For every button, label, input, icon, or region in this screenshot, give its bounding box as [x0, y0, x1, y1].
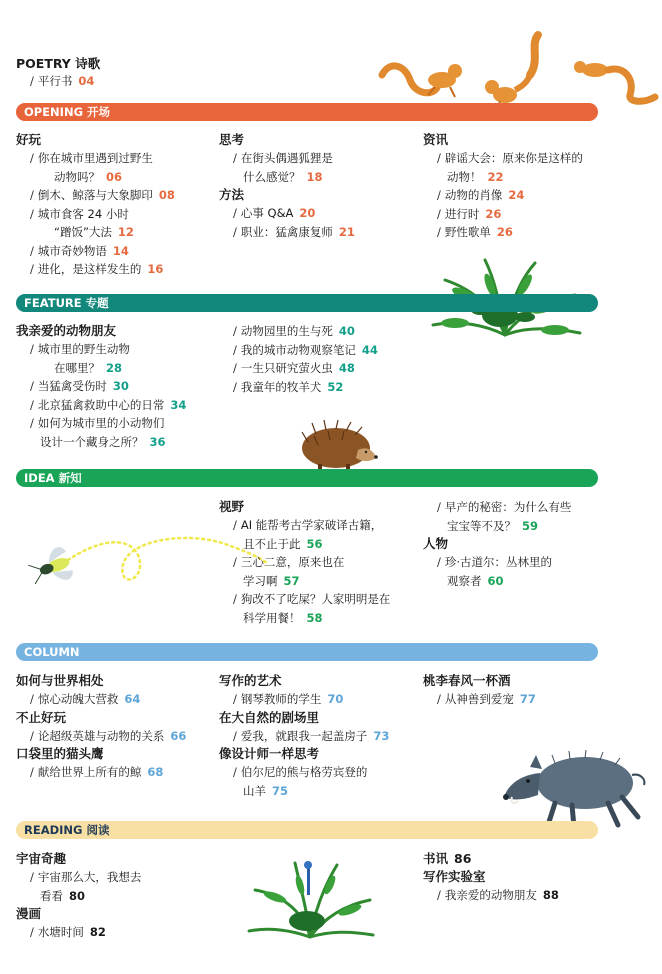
- column-head: 写作的艺术: [219, 673, 282, 688]
- page-number: 18: [306, 169, 323, 184]
- toc-entry-title: 献给世界上所有的鲸: [37, 765, 142, 779]
- column-head: 写作实验室: [423, 869, 486, 884]
- toc-entry[interactable]: / 进化，是这样发生的 16: [30, 262, 164, 276]
- toc-entry[interactable]: / 当猛禽受伤时 30: [30, 379, 129, 393]
- toc-entry-title: 进行时: [444, 206, 480, 221]
- toc-entry-title: 城市奇妙物语: [37, 243, 107, 258]
- reading-col1: [16, 850, 141, 942]
- section-bar-label: FEATURE 专题: [24, 296, 109, 310]
- hedgehog-illustration: [298, 420, 378, 470]
- toc-entry-title: 在哪里？: [54, 360, 100, 375]
- toc-entry-cont[interactable]: [40, 433, 186, 452]
- page-number: 24: [508, 188, 525, 202]
- toc-entry[interactable]: / 城市食客 24 小时: [30, 206, 129, 221]
- toc-entry-cont[interactable]: [447, 517, 571, 536]
- toc-entry-title: 设计一个藏身之所？: [40, 434, 144, 449]
- section-bar-idea: [16, 469, 598, 487]
- toc-entry-title: 我童年的牧羊犬: [240, 379, 322, 394]
- column-head: 在大自然的剧场里: [219, 709, 320, 725]
- page-number: 58: [306, 610, 323, 625]
- toc-entry-title: “蹭饭”大法: [54, 225, 112, 239]
- toc-entry-title: 科学用餐！: [243, 610, 301, 625]
- toc-entry-title: 爱我，就跟我一起盖房子: [240, 728, 368, 743]
- toc-entry[interactable]: / 动物园里的生与死 40: [233, 324, 355, 338]
- section-bar-reading: [16, 821, 598, 839]
- page-number: 08: [158, 188, 175, 202]
- column-head: 人物: [423, 536, 449, 551]
- toc-entry-title: 野性歌单: [444, 225, 491, 239]
- toc-entry[interactable]: / 进行时 26: [437, 206, 502, 221]
- toc-entry-title: 学习啊: [243, 573, 278, 588]
- toc-entry-title: 你在城市里遇到过野生: [37, 151, 153, 165]
- column-head: 资讯: [423, 132, 449, 147]
- page-number: 64: [124, 692, 141, 706]
- page-number: 77: [519, 692, 536, 706]
- page-number: 70: [327, 692, 344, 706]
- toc-entry-cont[interactable]: [243, 609, 390, 628]
- toc-entry-title: 城市食客 24 小时: [37, 206, 129, 221]
- toc-entry[interactable]: / 职业：猛禽康复师 21: [233, 224, 355, 239]
- page-number: 26: [485, 206, 502, 221]
- section-bar-label: COLUMN: [24, 645, 80, 659]
- toc-entry-title: 我亲爱的动物朋友: [444, 888, 537, 902]
- page-number: 68: [147, 765, 164, 779]
- toc-entry-title: 三心二意，原来也在: [240, 555, 345, 569]
- page-number: 75: [272, 783, 289, 798]
- toc-entry[interactable]: / 如何为城市里的小动物们: [30, 416, 165, 430]
- toc-entry[interactable]: / 钢琴教师的学生 70: [233, 692, 344, 706]
- toc-entry-title: 狗改不了吃屎？人家明明是在: [240, 592, 391, 606]
- column-head: 不止好玩: [16, 709, 67, 725]
- toc-entry-title: 早产的秘密：为什么有些: [444, 500, 572, 514]
- toc-entry-title: 看看: [40, 888, 63, 903]
- feature-col2: [219, 322, 378, 396]
- toc-entry-title: 且不止于此: [243, 536, 301, 551]
- toc-entry-cont[interactable]: [243, 168, 355, 187]
- page-number: 40: [338, 324, 355, 338]
- section-bar-feature: [16, 294, 598, 312]
- page-number: 73: [373, 728, 390, 743]
- page-number: 22: [487, 169, 504, 184]
- toc-entry[interactable]: / 我的城市动物观察笔记 44: [233, 342, 378, 357]
- toc-entry-title: 宝宝等不及？: [447, 518, 516, 533]
- toc-entry-title: 在街头偶遇狐狸是: [240, 151, 333, 165]
- toc-entry[interactable]: / 早产的秘密：为什么有些: [437, 500, 572, 514]
- toc-entry-title: 伯尔尼的熊与格劳宾登的: [240, 765, 368, 779]
- toc-entry-cont[interactable]: [243, 782, 389, 801]
- toc-entry[interactable]: / 你在城市里遇到过野生: [30, 151, 153, 165]
- toc-entry-title: AI 能帮考古学家破译古籍，: [240, 518, 383, 532]
- page-number: 14: [112, 243, 129, 258]
- page-number: 16: [147, 262, 164, 276]
- toc-entry-title: 从神兽到爱宠: [444, 692, 514, 706]
- column-head: 漫画: [16, 906, 42, 921]
- toc-entry[interactable]: / 三心二意，原来也在: [233, 555, 345, 569]
- toc-entry[interactable]: / 城市奇妙物语 14: [30, 243, 129, 258]
- toc-entry-cont[interactable]: [243, 535, 390, 554]
- toc-entry-cont[interactable]: [447, 168, 583, 187]
- toc-entry-title: 倒木、鲸落与大象脚印: [37, 188, 153, 202]
- page-number: 60: [487, 573, 504, 588]
- page-number: 28: [106, 360, 123, 375]
- section-bar-opening: [16, 103, 598, 121]
- column-head: 桃李春风一杯酒: [423, 673, 511, 688]
- toc-entry-title: 职业：猛禽康复师: [240, 224, 333, 239]
- page-number: 66: [170, 728, 187, 743]
- wild-boar-illustration: [500, 745, 650, 830]
- column-head: 口袋里的猫头鹰: [16, 746, 104, 761]
- column-head: 像设计师一样思考: [219, 746, 320, 761]
- toc-entry[interactable]: / 我童年的牧羊犬 52: [233, 379, 344, 394]
- page-number: 36: [149, 434, 166, 449]
- column-col3: [423, 672, 536, 709]
- idea-col3: [423, 498, 571, 590]
- toc-entry-title: 动物吗？: [54, 169, 100, 184]
- page-number: 12: [117, 225, 134, 239]
- toc-entry-title: 动物！: [447, 169, 482, 184]
- toc-entry-title: 辟谣大会：原来你是这样的: [444, 151, 583, 165]
- toc-entry-cont[interactable]: [40, 887, 141, 906]
- toc-entry-cont[interactable]: [54, 168, 175, 187]
- page-number: 44: [361, 342, 378, 357]
- toc-entry[interactable]: / 我亲爱的动物朋友 88: [437, 888, 559, 902]
- toc-entry-title: 平行书: [37, 74, 73, 88]
- page-number: 57: [283, 573, 300, 588]
- page-number: 52: [327, 379, 344, 394]
- opening-col3: [423, 131, 583, 242]
- toc-entry-title: 水塘时间: [37, 925, 84, 939]
- page-number: 59: [522, 518, 539, 533]
- toc-entry[interactable]: / 在街头偶遇狐狸是: [233, 151, 333, 165]
- toc-entry[interactable]: / 动物的肖像 24: [437, 188, 525, 202]
- squirrel-left: [382, 64, 462, 97]
- opening-col2: [219, 131, 355, 241]
- column-head: 我亲爱的动物朋友: [16, 323, 117, 338]
- toc-entry-cont[interactable]: [54, 223, 175, 242]
- toc-entry[interactable]: / 从神兽到爱宠 77: [437, 692, 536, 706]
- column-head: 宇宙奇趣: [16, 851, 67, 866]
- page-number: 80: [69, 888, 86, 903]
- toc-entry-title: 珍·古道尔：丛林里的: [444, 555, 553, 569]
- toc-entry[interactable]: / 水塘时间 82: [30, 925, 106, 939]
- opening-col1: [16, 131, 175, 279]
- toc-entry[interactable]: / 珍·古道尔：丛林里的: [437, 555, 553, 569]
- toc-entry-cont[interactable]: [243, 572, 390, 591]
- toc-entry-title: 城市里的野生动物: [37, 342, 130, 356]
- toc-entry[interactable]: / 倒木、鲸落与大象脚印 08: [30, 188, 175, 202]
- toc-entry-poetry-1[interactable]: / 平行书 04: [30, 74, 95, 88]
- column-head: 书讯: [423, 851, 449, 866]
- feature-col1: [16, 322, 186, 451]
- toc-entry[interactable]: / 野性歌单 26: [437, 225, 513, 239]
- page-number: 82: [89, 925, 106, 939]
- toc-entry-title: 北京猛禽救助中心的日常: [37, 397, 165, 412]
- column-head: 好玩: [16, 132, 42, 147]
- page-number: 21: [338, 224, 355, 239]
- toc-entry[interactable]: / 北京猛禽救助中心的日常 34: [30, 397, 187, 412]
- toc-entry-title: 什么感觉？: [243, 169, 301, 184]
- page-number: 48: [338, 361, 355, 375]
- page-number: 30: [112, 379, 129, 393]
- toc-entry[interactable]: / 论超级英雄与动物的关系 66: [30, 728, 187, 743]
- reading-col3: [423, 850, 559, 905]
- page-number: 04: [78, 74, 95, 88]
- toc-entry-title: 动物的肖像: [444, 188, 503, 202]
- column-head: 如何与世界相处: [16, 673, 104, 688]
- toc-entry-title: 进化，是这样发生的: [37, 262, 142, 276]
- toc-entry-title: 如何为城市里的小动物们: [37, 416, 165, 430]
- section-bar-label: READING 阅读: [24, 823, 110, 837]
- column-col1: [16, 672, 186, 782]
- toc-entry-cont[interactable]: [447, 572, 571, 591]
- column-col2: [219, 672, 389, 800]
- column-head: 思考: [219, 132, 245, 147]
- toc-entry[interactable]: / 城市里的野生动物: [30, 342, 130, 356]
- squirrels-illustration: [380, 25, 660, 110]
- toc-entry[interactable]: / 一生只研究萤火虫 48: [233, 361, 355, 375]
- toc-entry-title: 一生只研究萤火虫: [240, 361, 333, 375]
- poetry-title: POETRY 诗歌: [16, 56, 101, 71]
- toc-entry[interactable]: / AI 能帮考古学家破译古籍，: [233, 518, 383, 532]
- toc-entry[interactable]: / 爱我，就跟我一起盖房子 73: [233, 728, 390, 743]
- toc-entry-title: 山羊: [243, 783, 266, 798]
- toc-entry-title: 惊心动魄大营救: [37, 692, 119, 706]
- column-head-with-page[interactable]: [423, 850, 559, 868]
- column-head: 视野: [219, 499, 245, 514]
- page-number: 86: [454, 851, 472, 866]
- toc-entry-title: 当猛禽受伤时: [37, 379, 107, 393]
- page-number: 06: [106, 169, 123, 184]
- grass-plant-illustration: [245, 855, 375, 940]
- toc-entry[interactable]: / 宇宙那么大，我想去: [30, 870, 142, 884]
- toc-entry-title: 论超级英雄与动物的关系: [37, 728, 165, 743]
- toc-entry[interactable]: / 狗改不了吃屎？人家明明是在: [233, 592, 391, 606]
- page-number: 88: [542, 888, 559, 902]
- toc-entry-title: 观察者: [447, 573, 482, 588]
- toc-entry[interactable]: / 辟谣大会：原来你是这样的: [437, 151, 583, 165]
- toc-entry-title: 宇宙那么大，我想去: [37, 870, 142, 884]
- page-number: 34: [170, 397, 187, 412]
- toc-entry[interactable]: / 伯尔尼的熊与格劳宾登的: [233, 765, 368, 779]
- page-number: 20: [299, 206, 316, 220]
- section-bar-column: [16, 643, 598, 661]
- page-number: 26: [496, 225, 513, 239]
- toc-entry-title: 心事 Q&A: [240, 206, 294, 220]
- toc-entry[interactable]: / 心事 Q&A 20: [233, 206, 316, 220]
- section-bar-label: OPENING 开场: [24, 105, 111, 119]
- toc-entry[interactable]: / 献给世界上所有的鲸 68: [30, 765, 164, 779]
- toc-entry-cont[interactable]: [54, 359, 186, 378]
- squirrel-right: [574, 61, 655, 101]
- toc-entry-title: 我的城市动物观察笔记: [240, 342, 356, 357]
- section-bar-label: IDEA 新知: [24, 471, 82, 485]
- page-number: 56: [306, 536, 323, 551]
- toc-entry-title: 动物园里的生与死: [240, 324, 333, 338]
- toc-entry[interactable]: / 惊心动魄大营救 64: [30, 692, 141, 706]
- toc-entry-title: 钢琴教师的学生: [240, 692, 322, 706]
- idea-col2: [219, 498, 390, 627]
- squirrel-middle: [485, 35, 538, 109]
- column-head: 方法: [219, 187, 245, 202]
